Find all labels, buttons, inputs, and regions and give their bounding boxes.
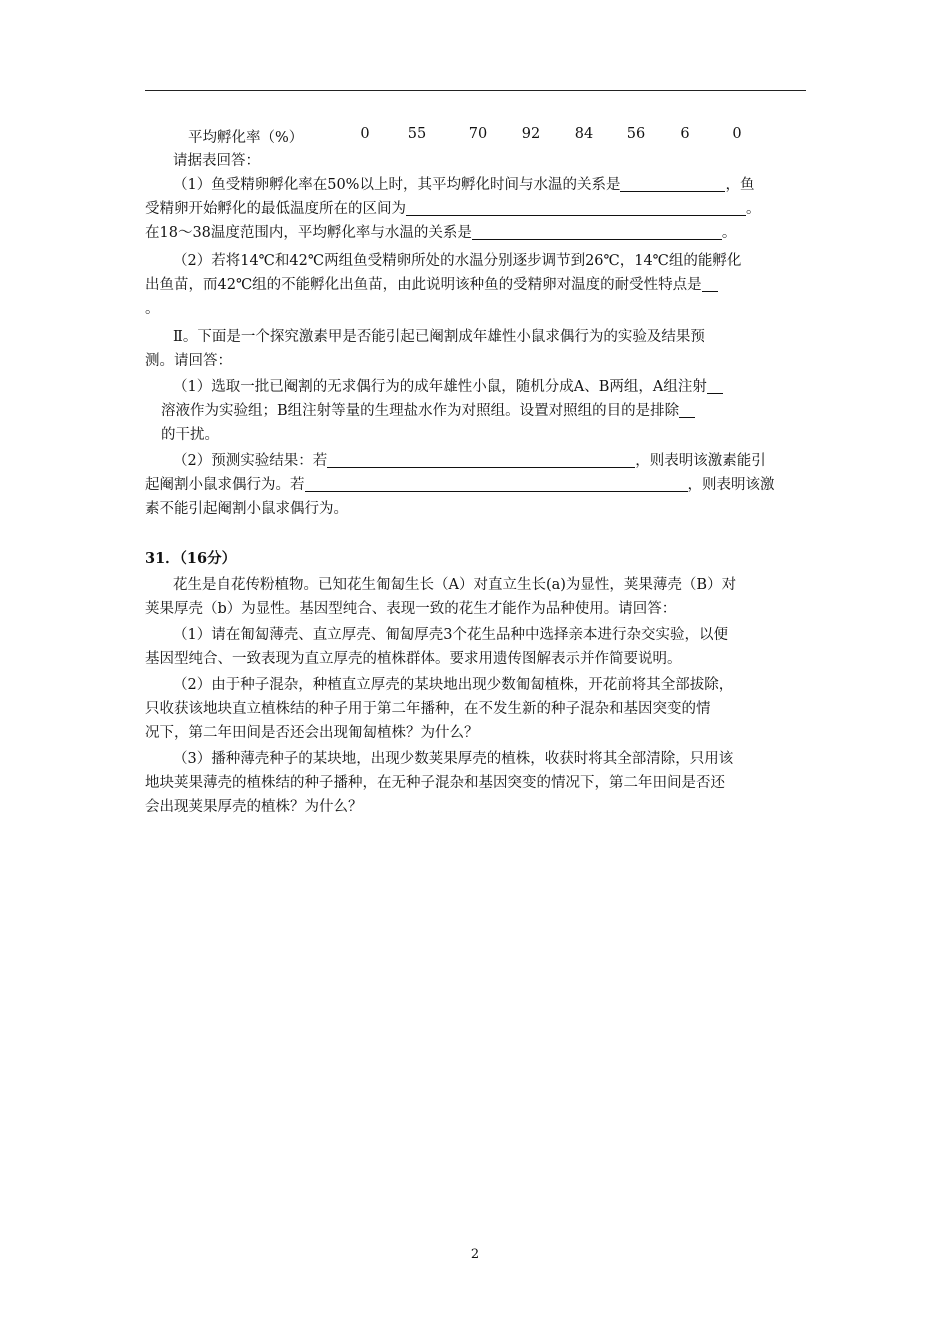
q30-II1-line1: [145, 376, 806, 398]
q30-p1-text: 。: [721, 225, 737, 241]
q31-p2-line2: 只收获该地块直立植株结的种子用于第二年播种，在不发生新的种子混杂和基因突变的情: [145, 701, 711, 717]
q30-II2-line2: [145, 474, 806, 496]
table-row-label: 平均孵化率（%）: [188, 130, 304, 146]
q30-II2-line1: [145, 450, 806, 472]
q30-p2-line1: （2）若将14℃和42℃两组鱼受精卵所处的水温分别逐步调节到26℃，14℃组的能孵化: [173, 253, 742, 269]
answer-blank[interactable]: [327, 451, 635, 468]
q31-p1-line1: （1）请在匍匐薄壳、直立厚壳、匍匐厚壳3个花生品种中选择亲本进行杂交实验，以便: [173, 627, 728, 643]
q30-p1-line1: [145, 174, 806, 196]
q30-p1-text: ，鱼: [725, 177, 755, 193]
q30-II2-line3: 素不能引起阉割小鼠求偶行为。: [145, 501, 348, 517]
page-number: 2: [470, 1247, 480, 1262]
q30-II2-text: 起阉割小鼠求偶行为。若: [145, 477, 305, 493]
q30-p2-text: 出鱼苗，而42℃组的不能孵化出鱼苗，由此说明该种鱼的受精卵对温度的耐受性特点是: [145, 277, 702, 293]
q31-p1-line2: 基因型纯合、一致表现为直立厚壳的植株群体。要求用遗传图解表示并作简要说明。: [145, 651, 682, 667]
answer-blank[interactable]: [305, 475, 688, 492]
q31-p3-line2: 地块荚果薄壳的植株结的种子播种，在无种子混杂和基因突变的情况下，第二年田间是否还: [145, 775, 725, 791]
q30-prompt: 请据表回答：: [173, 153, 260, 169]
table-cell: 70: [468, 126, 488, 142]
answer-blank[interactable]: [702, 275, 718, 292]
q30-II1-line3: 的干扰。: [161, 427, 219, 443]
table-cell: 92: [521, 126, 541, 142]
answer-blank[interactable]: [472, 223, 722, 240]
q30-p1-line3: [145, 222, 806, 244]
q31-p3-line3: 会出现荚果厚壳的植株？为什么？: [145, 799, 363, 815]
q30-II2-text: ，则表明该激素能引: [635, 453, 766, 469]
table-cell: 6: [680, 126, 690, 142]
q30-II-line1: Ⅱ。下面是一个探究激素甲是否能引起已阉割成年雄性小鼠求偶行为的实验及结果预: [173, 329, 705, 345]
q30-II2-text: ，则表明该激: [687, 477, 775, 493]
q31-p3-line1: （3）播种薄壳种子的某块地，出现少数荚果厚壳的植株，收获时将其全部清除，只用该: [173, 751, 734, 767]
table-cell: 84: [574, 126, 594, 142]
answer-blank[interactable]: [679, 401, 695, 418]
table-cell: 0: [360, 126, 370, 142]
answer-blank[interactable]: [620, 175, 725, 192]
q30-p1-text: 。: [746, 201, 761, 217]
q31-p2-line3: 况下，第二年田间是否还会出现匍匐植株？为什么？: [145, 725, 479, 741]
table-cell: 0: [732, 126, 742, 142]
q30-II1-line2: [145, 400, 822, 422]
q30-II2-text: （2）预测实验结果：若: [173, 453, 328, 469]
header-rule: [145, 90, 806, 91]
answer-blank[interactable]: [406, 199, 746, 216]
q31-intro-line1: 花生是自花传粉植物。已知花生匍匐生长（A）对直立生长(a)为显性，荚果薄壳（B）对: [173, 577, 737, 593]
q30-II1-text: （1）选取一批已阉割的无求偶行为的成年雄性小鼠，随机分成A、B两组，A组注射: [173, 379, 707, 395]
q30-p1-line2: [145, 198, 806, 220]
q31-heading: 31．（16分）: [145, 550, 237, 567]
table-cell: 56: [626, 126, 646, 142]
q30-p1-text: 在18～38温度范围内，平均孵化率与水温的关系是: [145, 225, 472, 241]
q30-II1-text: 溶液作为实验组；B组注射等量的生理盐水作为对照组。设置对照组的目的是排除: [161, 403, 680, 419]
q30-II-line2: 测。请回答：: [145, 353, 232, 369]
q30-p2-line2: [145, 274, 806, 296]
table-cell: 55: [407, 126, 427, 142]
q31-p2-line1: （2）由于种子混杂，种植直立厚壳的某块地出现少数匍匐植株，开花前将其全部拔除，: [173, 677, 734, 693]
q31-intro-line2: 荚果厚壳（b）为显性。基因型纯合、表现一致的花生才能作为品种使用。请回答：: [145, 601, 677, 617]
answer-blank[interactable]: [707, 377, 723, 394]
q30-p2-line3: 。: [145, 301, 160, 317]
q30-p1-text: （1）鱼受精卵孵化率在50%以上时，其平均孵化时间与水温的关系是: [173, 177, 621, 193]
q30-p1-text: 受精卵开始孵化的最低温度所在的区间为: [145, 201, 406, 217]
